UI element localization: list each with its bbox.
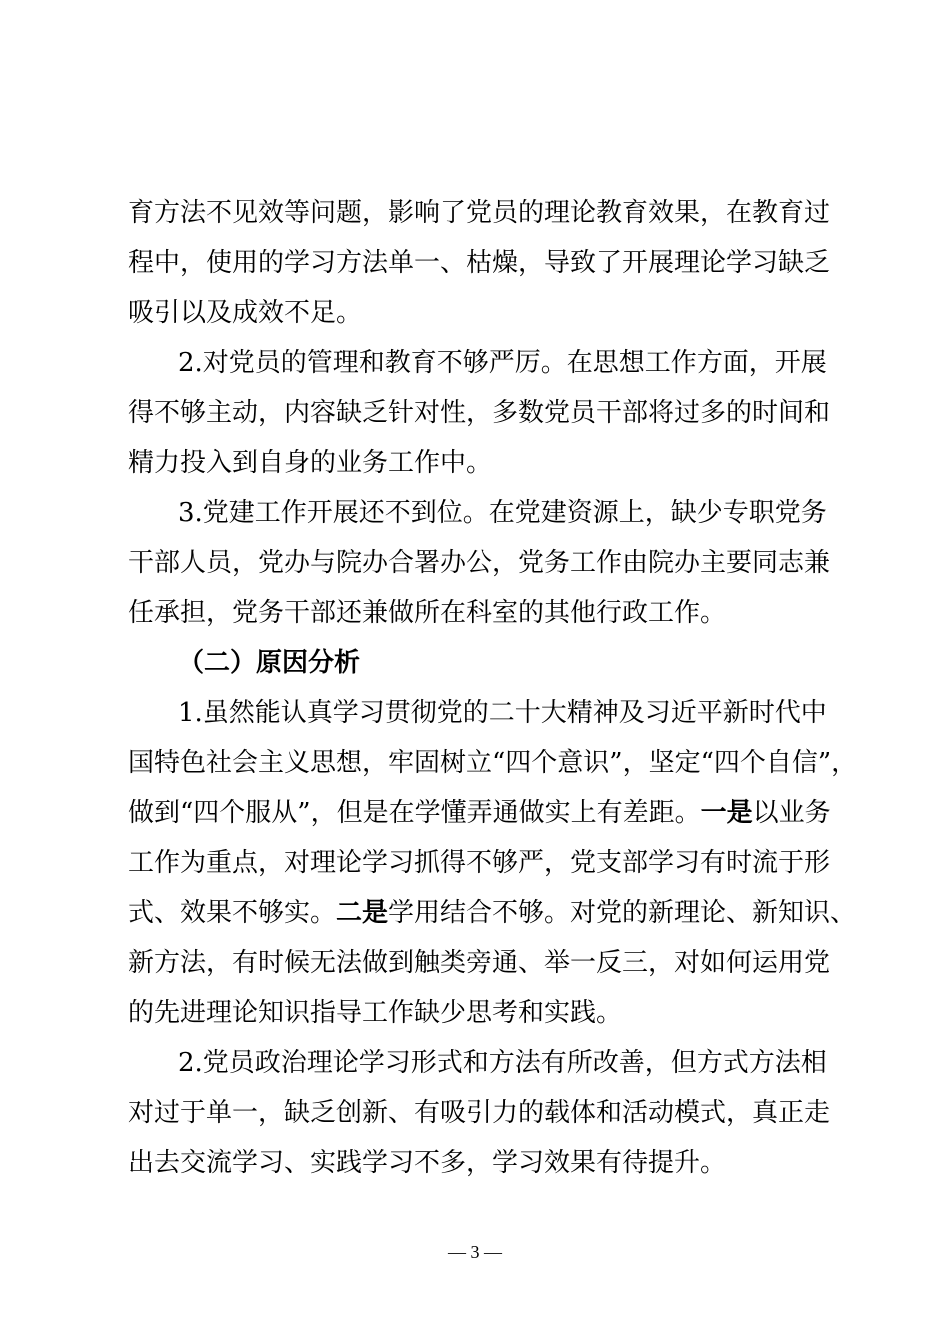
text-line xyxy=(128,888,857,938)
text-segment: 式、效果不够实。 xyxy=(128,898,337,928)
text-segment: 学用结合不够。对党的新理论、新知识、 xyxy=(388,898,857,928)
text-line xyxy=(128,338,827,388)
text-segment: 做到“四个服从”，但是在学懂弄通做实上有差距。 xyxy=(128,798,701,828)
bold-text: 二是 xyxy=(336,898,389,928)
text-line xyxy=(128,488,827,538)
paragraph xyxy=(128,338,831,488)
text-segment: 2.对党员的管理和教育不够严厉。在思想工作方面，开展 xyxy=(178,348,827,378)
text-segment: 干部人员，党办与院办合署办公，党务工作由院办主要同志兼 xyxy=(128,548,831,578)
text-segment: 任承担，党务干部还兼做所在科室的其他行政工作。 xyxy=(128,598,727,628)
text-segment: 精力投入到自身的业务工作中。 xyxy=(128,448,493,478)
text-line xyxy=(128,738,858,788)
text-line xyxy=(128,638,822,688)
document-body xyxy=(128,188,858,1188)
text-segment: 育方法不见效等问题，影响了党员的理论教育效果，在教育过 xyxy=(128,198,831,228)
text-line xyxy=(128,388,831,438)
text-segment: 出去交流学习、实践学习不多，学习效果有待提升。 xyxy=(128,1148,727,1178)
page-number: — 3 — xyxy=(448,1242,502,1262)
text-segment: 的先进理论知识指导工作缺少思考和实践。 xyxy=(128,998,623,1028)
section-heading xyxy=(128,638,822,688)
text-line xyxy=(128,538,831,588)
text-segment: 以业务 xyxy=(752,798,831,828)
text-segment: 3.党建工作开展还不到位。在党建资源上，缺少专职党务 xyxy=(178,498,827,528)
text-line xyxy=(128,238,831,288)
text-segment: 吸引以及成效不足。 xyxy=(128,298,363,328)
text-segment: 对过于单一，缺乏创新、有吸引力的载体和活动模式，真正走 xyxy=(128,1098,831,1128)
paragraph xyxy=(128,1038,831,1188)
bold-text: 一是 xyxy=(700,798,753,828)
text-line xyxy=(128,288,822,338)
text-segment: 2.党员政治理论学习形式和方法有所改善，但方式方法相 xyxy=(178,1048,827,1078)
paragraph xyxy=(128,488,831,638)
text-line xyxy=(128,1138,822,1188)
text-line xyxy=(128,188,831,238)
text-line xyxy=(128,588,822,638)
bold-text: （二）原因分析 xyxy=(178,648,361,678)
text-segment: 工作为重点，对理论学习抓得不够严，党支部学习有时流于形 xyxy=(128,848,831,878)
text-line xyxy=(128,988,822,1038)
text-line xyxy=(128,1038,827,1088)
text-line xyxy=(128,788,831,838)
text-line xyxy=(128,938,831,988)
text-segment: 得不够主动，内容缺乏针对性，多数党员干部将过多的时间和 xyxy=(128,398,831,428)
paragraph xyxy=(128,688,858,1038)
text-segment: 程中，使用的学习方法单一、枯燥，导致了开展理论学习缺乏 xyxy=(128,248,831,278)
text-segment: 国特色社会主义思想，牢固树立“四个意识”，坚定“四个自信”， xyxy=(128,748,858,778)
text-segment: 新方法，有时候无法做到触类旁通、举一反三，对如何运用党 xyxy=(128,948,831,978)
text-line xyxy=(128,1088,831,1138)
paragraph xyxy=(128,188,831,338)
text-line xyxy=(128,438,822,488)
text-line xyxy=(128,688,827,738)
text-line xyxy=(128,838,831,888)
text-segment: 1.虽然能认真学习贯彻党的二十大精神及习近平新时代中 xyxy=(178,698,827,728)
